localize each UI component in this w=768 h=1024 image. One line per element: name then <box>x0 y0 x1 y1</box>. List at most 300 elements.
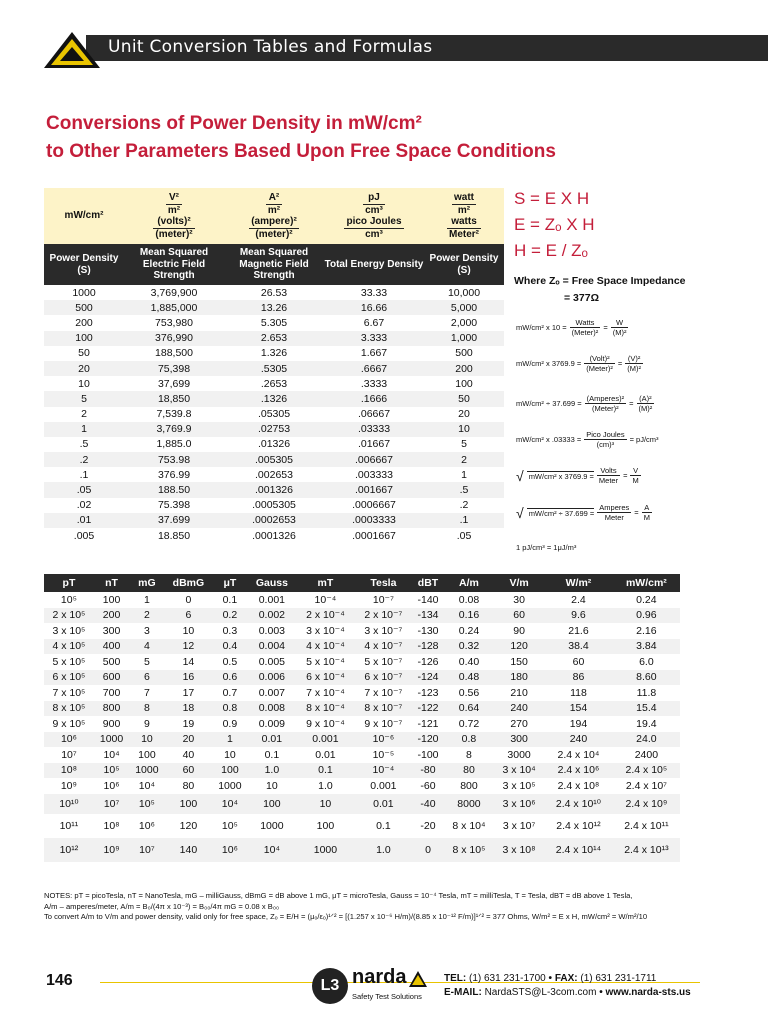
table-body <box>44 592 680 862</box>
table-cell: 10⁻⁴ <box>355 763 412 779</box>
table-cell: 10⁻⁴ <box>314 593 337 606</box>
table-cell: 16.66 <box>324 300 424 315</box>
page-number: 146 <box>46 972 73 989</box>
table-cell: 0.001 <box>370 779 397 792</box>
table-cell: 5 x 10⁵ <box>52 655 86 668</box>
table-header-row <box>44 574 680 592</box>
email-link[interactable]: NardaSTS@L-3com.com <box>484 987 597 998</box>
table-cell: 0 <box>412 838 444 862</box>
table-cell: 0.007 <box>258 686 285 699</box>
frac-num: V <box>630 466 640 476</box>
table-cell: 37,699 <box>157 377 191 390</box>
column-header: V/m <box>494 574 544 592</box>
table-cell: 19.4 <box>636 717 657 730</box>
table-cell: 19 <box>182 717 195 730</box>
sqrt-icon: √ <box>516 504 524 521</box>
table-cell: 100 <box>165 794 213 814</box>
table-cell: .05 <box>44 482 124 497</box>
table-row <box>44 716 680 732</box>
table-cell: 15.4 <box>613 701 680 717</box>
equals: = <box>603 323 608 332</box>
table-cell: 50 <box>424 391 504 406</box>
table-row <box>44 814 680 838</box>
table-cell: .6667 <box>324 361 424 376</box>
unit-den: cm³ <box>365 204 383 216</box>
table-row <box>44 300 504 315</box>
notes <box>44 891 724 923</box>
unit-text: mW/cm² <box>64 210 104 222</box>
unit-fraction <box>166 192 182 216</box>
table-cell: 4 x 10⁻⁷ <box>355 639 412 655</box>
table-cell: 75,398 <box>124 361 224 376</box>
table-cell: 1000 <box>296 838 355 862</box>
table-cell: 0.01 <box>248 732 297 748</box>
table-cell: 100 <box>316 819 335 832</box>
frac-num: (A)² <box>637 394 655 404</box>
table-cell: 0.01 <box>315 748 336 761</box>
table-cell: 2.4 x 10⁴ <box>557 748 600 761</box>
unit-fraction <box>363 192 385 216</box>
table-cell: 10⁷ <box>129 838 164 862</box>
table-cell: 8 <box>129 701 164 717</box>
table-cell: 100 <box>212 763 247 779</box>
table-cell: .005305 <box>224 452 324 467</box>
table-cell: 2 <box>81 408 87 421</box>
unit-den: cm³ <box>365 228 383 240</box>
table-cell: 0.4 <box>212 639 247 655</box>
table-cell: 188,500 <box>155 347 193 360</box>
table-cell: 2.653 <box>224 331 324 346</box>
warning-triangle-icon <box>42 30 102 70</box>
table-cell: .0002653 <box>224 513 324 528</box>
table-cell: 16 <box>165 670 213 686</box>
warning-triangle-icon <box>408 970 428 988</box>
table-cell: 2.4 x 10¹⁰ <box>544 794 613 814</box>
fraction <box>630 466 640 485</box>
table-cell: 10⁻⁶ <box>355 732 412 748</box>
table-row <box>44 467 504 482</box>
frac-num: Amperes <box>599 503 630 512</box>
table-cell: 10 <box>266 779 278 792</box>
table-cell: 0.2 <box>212 608 247 624</box>
table-cell: 1.326 <box>260 347 288 360</box>
table-cell: .2 <box>459 499 469 512</box>
table-cell: 5,000 <box>424 300 504 315</box>
table-cell: .5 <box>424 482 504 497</box>
table-cell: 75.398 <box>157 499 191 512</box>
table-cell: 10⁵ <box>60 593 77 606</box>
table-cell: 2,000 <box>450 316 478 329</box>
table-cell: -130 <box>417 624 439 637</box>
table-cell: 1.0 <box>248 763 297 779</box>
table-cell: 10 <box>78 377 90 390</box>
table-cell: 10⁵ <box>129 794 164 814</box>
table-cell: 270 <box>510 717 528 730</box>
table-cell: 8 x 10⁵ <box>44 701 94 717</box>
table-cell: .05305 <box>257 408 291 421</box>
table-cell: 2.4 x 10¹² <box>556 819 601 832</box>
table-row <box>44 747 680 763</box>
table-cell: 86 <box>544 670 613 686</box>
table-cell: 120 <box>179 819 198 832</box>
table-cell: 3,769.9 <box>124 422 224 437</box>
table-cell: 18.850 <box>157 529 191 542</box>
frac-den: (M)² <box>627 364 642 373</box>
table-row <box>44 732 680 748</box>
unit-num: A² <box>266 192 282 205</box>
table-cell: 600 <box>94 670 129 686</box>
table-cell: 4 x 10⁻⁴ <box>296 639 355 655</box>
table-cell: 80 <box>444 763 494 779</box>
email-label: E-MAIL: <box>444 987 482 998</box>
table-cell: 4 x 10⁵ <box>44 639 94 655</box>
table-cell: 60 <box>165 763 213 779</box>
equals: = <box>623 471 628 480</box>
table-cell: .5305 <box>224 361 324 376</box>
table-cell: -122 <box>412 701 444 717</box>
table-cell: 1000 <box>129 763 164 779</box>
unit-num: watt <box>454 192 474 203</box>
unit-cell <box>44 188 124 244</box>
table-cell: 2.16 <box>636 624 657 637</box>
table-cell: 6 <box>165 608 213 624</box>
table-cell: -128 <box>412 639 444 655</box>
table-cell: 7 x 10⁻⁷ <box>364 686 403 699</box>
table-cell: 500 <box>44 300 124 315</box>
table-row <box>44 331 504 346</box>
formula-energy-density: 1 pJ/cm³ = 1μJ/m³ <box>516 543 577 552</box>
notes-line: A/m – amperes/meter, A/m = B₀/(4π x 10⁻³) = B₀₀/4π mG = 0.08 x B₀₀ <box>44 901 280 911</box>
table-cell: 17 <box>182 686 195 699</box>
fraction <box>570 318 601 337</box>
formula-watts <box>516 318 628 337</box>
table-cell: 10 <box>224 748 236 761</box>
table-cell: 2400 <box>634 748 659 761</box>
frac-den: (Meter)² <box>586 364 613 373</box>
unit-den: m² <box>457 204 471 216</box>
section-heading-line1: Conversions of Power Density in mW/cm² <box>46 113 422 134</box>
table-cell: 0.56 <box>458 686 480 699</box>
unit-cell <box>224 188 324 244</box>
column-header: A/m <box>444 574 494 592</box>
frac-num: A <box>642 503 652 513</box>
table-cell: 10 <box>182 624 195 637</box>
table-cell: .1666 <box>324 391 424 406</box>
l3-logo-mark: L3 <box>312 968 348 1004</box>
formula-s: S = E X H <box>514 189 590 208</box>
table-cell: 3,769,900 <box>150 286 198 299</box>
table-cell: 1.0 <box>355 838 412 862</box>
table-cell: 8 x 10⁻⁷ <box>355 701 412 717</box>
unit-fraction-long <box>344 216 403 240</box>
column-header: Mean Squared Electric Field Strength <box>124 244 224 285</box>
frac-den: (M)² <box>638 404 653 413</box>
table-row <box>44 422 504 437</box>
table-cell: 0.8 <box>212 701 247 717</box>
fraction <box>597 503 631 522</box>
frac-num: Volts <box>597 466 620 476</box>
table-cell: 20 <box>165 732 213 748</box>
table-cell: -100 <box>417 748 439 761</box>
table-cell: 6 x 10⁵ <box>44 670 94 686</box>
table-cell: 376,990 <box>124 331 224 346</box>
table-cell: 240 <box>544 732 613 748</box>
table-cell: 8000 <box>444 794 494 814</box>
table-cell: 8 x 10⁴ <box>452 819 486 832</box>
table-row <box>44 285 504 300</box>
table-cell: 400 <box>94 639 129 655</box>
table-cell: 10⁶ <box>44 732 94 748</box>
table-cell: 300 <box>102 624 121 637</box>
frac-den: M <box>632 476 639 485</box>
unit-num: V² <box>166 192 182 205</box>
frac-den: (Meter)² <box>571 328 599 337</box>
table-cell: 3.333 <box>324 331 424 346</box>
table-cell: 3 x 10⁵ <box>502 779 536 792</box>
tel-value: (1) 631 231-1700 <box>469 973 546 984</box>
frac-num: (Volt)² <box>584 354 615 364</box>
formula-e: E = Zₒ X H <box>514 215 595 234</box>
frac-den: Meter <box>598 476 619 485</box>
table-row <box>44 437 504 452</box>
frac-den: (Meter)² <box>592 404 619 413</box>
table-cell: 10 <box>296 794 355 814</box>
equals: = <box>617 359 623 368</box>
table-cell: 10⁴ <box>138 779 155 792</box>
column-header: Gauss <box>248 574 297 592</box>
table-cell: 10⁸ <box>44 763 94 779</box>
table-cell: 0.005 <box>258 655 285 668</box>
table-cell: 2.4 x 10⁷ <box>625 779 667 792</box>
unit-fraction-long <box>249 216 299 240</box>
table-cell: 0.16 <box>444 608 494 624</box>
website-link[interactable]: www.narda-sts.us <box>605 987 691 998</box>
table-cell: .01667 <box>357 438 391 451</box>
table-cell: 0.006 <box>248 670 297 686</box>
table-row <box>44 346 504 361</box>
power-density-table <box>44 188 504 543</box>
table-row <box>44 528 504 543</box>
table-cell: 120 <box>494 639 544 655</box>
column-header: Tesla <box>355 574 412 592</box>
table-row <box>44 701 680 717</box>
table-cell: 90 <box>513 624 525 637</box>
fraction <box>585 394 627 413</box>
fraction <box>637 394 655 413</box>
table-cell: 10⁹ <box>94 838 129 862</box>
table-row <box>44 670 680 686</box>
table-cell: 10⁻⁵ <box>372 748 395 761</box>
fraction <box>597 466 620 485</box>
table-cell: 0.1 <box>296 763 355 779</box>
column-header: Total Energy Density <box>324 244 424 285</box>
table-cell: 12 <box>165 639 213 655</box>
table-cell: -20 <box>420 819 436 832</box>
table-cell: 240 <box>494 701 544 717</box>
table-cell: 140 <box>165 838 213 862</box>
table-cell: 3 x 10⁵ <box>52 624 86 637</box>
table-row <box>44 452 504 467</box>
table-cell: 5 x 10⁻⁷ <box>364 655 403 668</box>
table-cell: -124 <box>412 670 444 686</box>
table-cell: 1 <box>143 593 150 606</box>
table-cell: 7 x 10⁻⁴ <box>306 686 345 699</box>
table-cell: 0.48 <box>444 670 494 686</box>
units-row <box>44 188 504 244</box>
table-cell: 0.8 <box>444 732 494 748</box>
table-cell: 700 <box>102 686 121 699</box>
table-cell: .0001667 <box>352 529 396 542</box>
table-cell: 0.002 <box>248 608 297 624</box>
table-cell: .0006667 <box>352 499 396 512</box>
table-cell: 10¹² <box>44 838 94 862</box>
table-cell: 18 <box>165 701 213 717</box>
unit-den: Meter² <box>448 228 479 240</box>
table-cell: -40 <box>412 794 444 814</box>
table-cell: .5 <box>79 438 89 451</box>
table-cell: 10⁷ <box>61 748 77 761</box>
impedance-value: = 377Ω <box>564 292 599 304</box>
notes-line: NOTES: pT = picoTesla, nT = NanoTesla, mG – milliGauss, dBmG = dB above 1 mG, μT = microTesla, Gauss = 10⁻⁴ Tesla, mT = milliTesla, T = Tesla, dBT = dB above 1 Tesla, <box>44 891 633 900</box>
frac-num: W <box>611 318 629 328</box>
fraction <box>584 430 626 449</box>
formula-left: mW/cm² ÷ 37.699 = <box>516 399 582 408</box>
table-row <box>44 407 504 422</box>
table-cell: 2.4 <box>571 593 586 606</box>
fraction <box>642 503 652 522</box>
table-cell: 6.67 <box>363 316 385 329</box>
table-cell: 376.99 <box>157 468 191 481</box>
table-cell: 8 <box>466 748 472 761</box>
unit-cell <box>324 188 424 244</box>
table-cell: 3.84 <box>613 639 680 655</box>
table-cell: 1000 <box>72 286 96 299</box>
separator: • <box>548 973 553 984</box>
table-cell: 5 <box>143 655 150 668</box>
table-cell: .1326 <box>224 391 324 406</box>
column-header: mT <box>296 574 355 592</box>
formula-h: H = E / Zₒ <box>514 241 588 260</box>
unit-num: (volts)² <box>153 216 194 229</box>
table-cell: 0.24 <box>636 593 657 606</box>
table-cell: 0.32 <box>444 639 494 655</box>
table-cell: 2 <box>129 608 164 624</box>
section-heading-line2: to Other Parameters Based Upon Free Space Conditions <box>46 141 556 162</box>
column-header: μT <box>212 574 247 592</box>
table-cell: .02753 <box>224 422 324 437</box>
table-row <box>44 513 504 528</box>
table-cell: 10⁶ <box>103 779 120 792</box>
table-cell: 3 x 10⁷ <box>502 819 536 832</box>
table-cell: 6.0 <box>639 655 654 668</box>
table-cell: 100 <box>44 331 124 346</box>
table-cell: 5 <box>461 438 467 451</box>
table-cell: 10¹¹ <box>59 819 79 832</box>
table-cell: 13.26 <box>224 300 324 315</box>
table-cell: 1000 <box>218 779 242 792</box>
table-cell: .003333 <box>355 468 393 481</box>
table-cell: 0.72 <box>458 717 480 730</box>
table-cell: 38.4 <box>544 639 613 655</box>
table-cell: 18,850 <box>124 391 224 406</box>
table-cell: 10⁻⁷ <box>372 593 394 606</box>
table-cell: 200 <box>75 316 93 329</box>
table-cell: 7 <box>143 686 150 699</box>
table-cell: 3 x 10⁶ <box>494 794 544 814</box>
table-cell: 3 x 10⁻⁷ <box>364 624 403 637</box>
table-cell: 11.8 <box>636 686 657 699</box>
table-cell: -134 <box>412 608 444 624</box>
formula-amperes <box>516 394 654 413</box>
table-cell: 210 <box>510 686 528 699</box>
table-cell: 0.9 <box>222 717 238 730</box>
sqrt-icon: √ <box>516 467 524 484</box>
table-row <box>44 498 504 513</box>
table-cell: .03333 <box>324 422 424 437</box>
unit-den: (meter)² <box>255 228 293 240</box>
table-cell: 0.96 <box>613 608 680 624</box>
frac-den: Meter <box>604 513 624 522</box>
table-cell: 0.01 <box>355 794 412 814</box>
email-line <box>444 986 691 1000</box>
impedance-note: Where Zₒ = Free Space Impedance <box>514 275 686 287</box>
table-cell: 24.0 <box>613 732 680 748</box>
tel-label: TEL: <box>444 973 467 984</box>
unit-fraction <box>266 192 282 216</box>
table-cell: 5 <box>44 391 124 406</box>
table-cell: .001326 <box>224 482 324 497</box>
table-cell: .001667 <box>324 482 424 497</box>
table-cell: .2 <box>44 452 124 467</box>
table-cell: 14 <box>182 655 195 668</box>
table-cell: .006667 <box>324 452 424 467</box>
table-cell: 2 x 10⁻⁷ <box>355 608 412 624</box>
table-cell: 5.305 <box>260 316 288 329</box>
column-header: W/m² <box>544 574 613 592</box>
table-cell: .002653 <box>255 468 293 481</box>
table-cell: -120 <box>412 732 444 748</box>
table-cell: 180 <box>494 670 544 686</box>
frac-den: (M)² <box>612 328 627 337</box>
table-cell: 10⁵ <box>221 819 238 832</box>
table-row <box>44 794 680 814</box>
table-cell: 0 <box>185 593 192 606</box>
table-cell: 2.4 x 10⁵ <box>613 763 680 779</box>
formula-sqrt-amperes <box>516 503 652 522</box>
table-cell: 10⁶ <box>138 819 155 832</box>
narda-logo <box>312 966 442 1010</box>
table-cell: 20 <box>458 408 470 421</box>
contact-info <box>444 972 691 1000</box>
table-cell: -123 <box>417 686 439 699</box>
fraction <box>625 354 643 373</box>
frac-num: Watts <box>570 318 601 328</box>
table-cell: 1000 <box>260 819 284 832</box>
table-cell: 10,000 <box>447 286 481 299</box>
table-cell: 21.6 <box>568 624 589 637</box>
table-cell: 10 <box>129 732 164 748</box>
table-cell: 154 <box>544 701 613 717</box>
table-cell: 753.98 <box>124 452 224 467</box>
unit-num: pico Joules <box>346 216 402 227</box>
table-cell: 753,980 <box>155 316 193 329</box>
table-cell: 300 <box>494 732 544 748</box>
table-cell: .0005305 <box>252 499 296 512</box>
unit-num: (ampere)² <box>251 216 297 227</box>
column-header: nT <box>94 574 129 592</box>
table-cell: 100 <box>248 794 297 814</box>
table-cell: 800 <box>460 779 478 792</box>
